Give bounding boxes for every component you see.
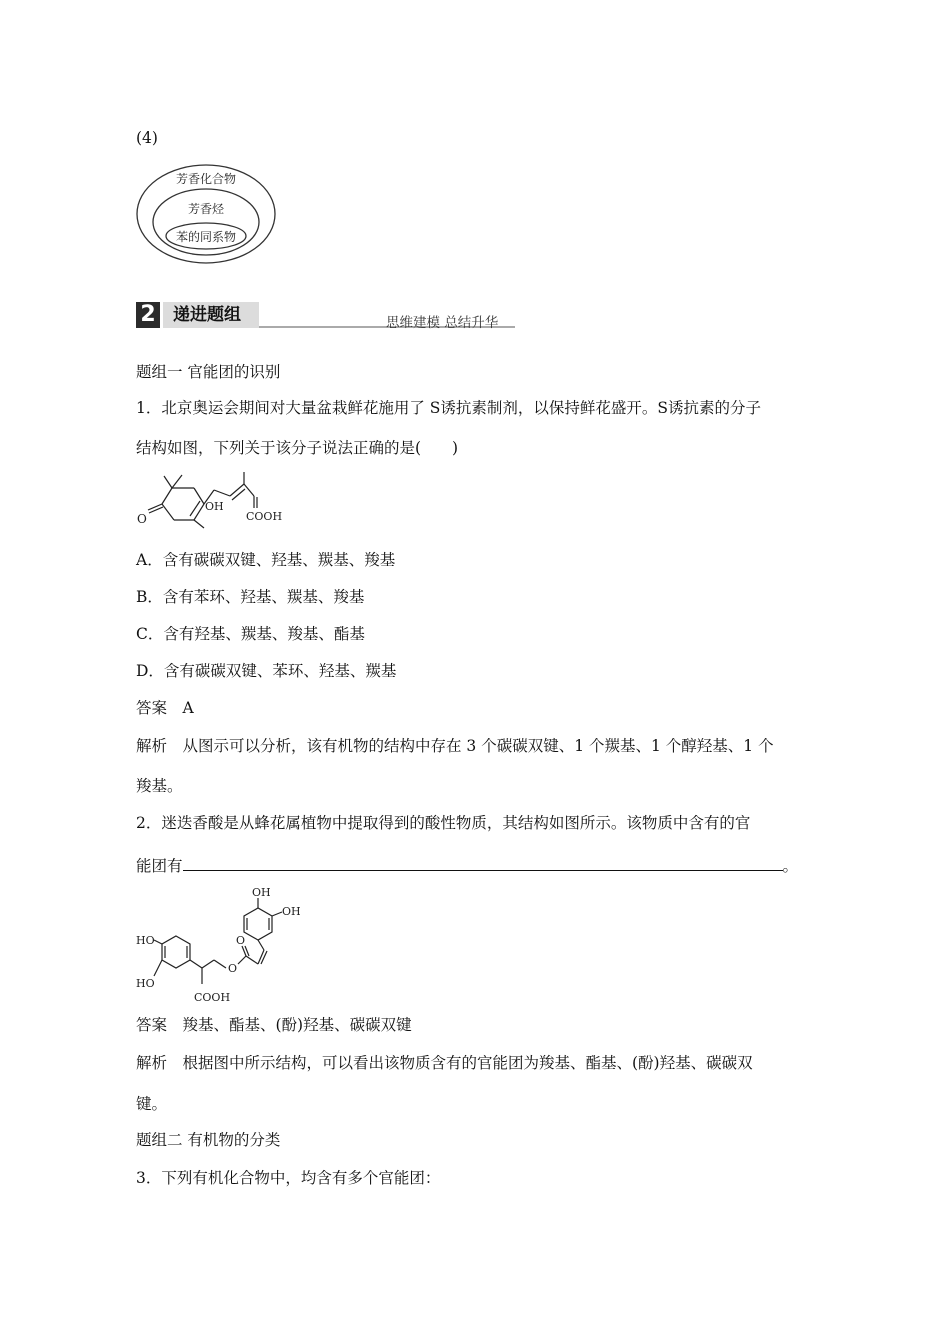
classification-diagram: [134, 162, 280, 268]
q1-answer: 答案 A: [136, 699, 194, 717]
q2-stem-prefix: 能团有: [136, 857, 183, 875]
q2-ho-label-bottom: HO: [136, 977, 155, 990]
q2-answer: 答案 羧基、酯基、(酚)羟基、碳碳双键: [136, 1016, 412, 1034]
q1-molecule-structure: [134, 470, 294, 532]
q2-ester-o: O: [228, 962, 238, 975]
middle-ellipse: [153, 189, 259, 255]
q1-option-d: D．含有碳碳双键、苯环、羟基、羰基: [136, 662, 397, 680]
q2-answer-blank: [183, 854, 783, 871]
q2-cooh-label: COOH: [194, 991, 231, 1004]
q1-oh-label: OH: [205, 500, 224, 513]
q1-stem-line1: 1．北京奥运会期间对大量盆栽鲜花施用了 S诱抗素制剂，以保持鲜花盛开。S诱抗素的分子: [136, 399, 762, 417]
part-label: (4): [136, 129, 158, 147]
q2-oh-label-top: OH: [252, 886, 271, 899]
q2-ho-label-top: HO: [136, 934, 155, 947]
q2-oh-label-right: OH: [282, 905, 301, 918]
q2-analysis-line1: 解析 根据图中所示结构，可以看出该物质含有的官能团为羧基、酯基、(酚)羟基、碳碳双: [136, 1054, 753, 1072]
q2-molecule-structure: [134, 884, 314, 1006]
q3-stem-line1: 3．下列有机化合物中，均含有多个官能团：: [136, 1169, 441, 1187]
q1-ketone-o: O: [137, 512, 147, 526]
q2-carbonyl-o: O: [236, 934, 246, 947]
venn-inner-label: 苯的同系物: [175, 230, 237, 244]
q1-analysis-line2: 羧基。: [136, 777, 183, 795]
q2-analysis-line2: 键。: [136, 1095, 168, 1113]
q1-cooh-label: COOH: [246, 510, 283, 523]
section-subtitle: 思维建模 总结升华: [386, 315, 499, 331]
q1-option-c: C．含有羟基、羰基、羧基、酯基: [136, 625, 365, 643]
group1-title: 题组一 官能团的识别: [136, 363, 281, 381]
group2-title: 题组二 有机物的分类: [136, 1131, 281, 1149]
section-title: 递进题组: [163, 302, 259, 328]
q1-option-a: A．含有碳碳双键、羟基、羰基、羧基: [136, 551, 396, 569]
q2-stem-line2: [136, 854, 798, 876]
q1-option-b: B．含有苯环、羟基、羰基、羧基: [136, 588, 365, 606]
section-number: 2: [136, 302, 160, 328]
venn-middle-label: 芳香烃: [187, 202, 225, 216]
q1-stem-line2: 结构如图，下列关于该分子说法正确的是( ): [136, 439, 459, 457]
q2-stem-line1: 2．迷迭香酸是从蜂花属植物中提取得到的酸性物质，其结构如图所示。该物质中含有的官: [136, 814, 751, 832]
venn-outer-label: 芳香化合物: [175, 172, 237, 186]
q1-analysis-line1: 解析 从图示可以分析，该有机物的结构中存在 3 个碳碳双键、1 个羰基、1 个醇羟基、1 个: [136, 737, 774, 755]
q2-stem-suffix: 。: [782, 857, 799, 875]
